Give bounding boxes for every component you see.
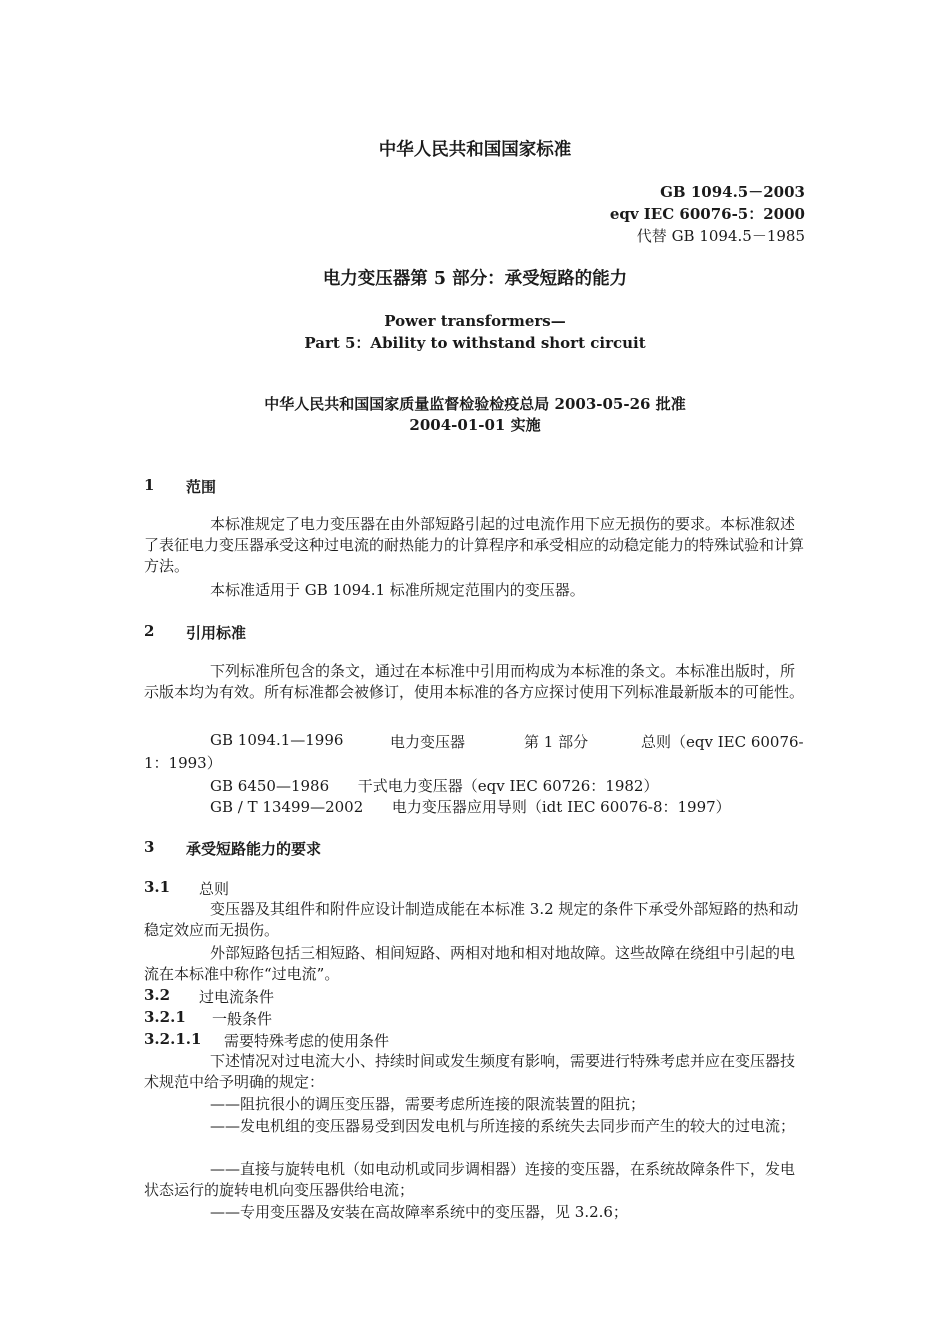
list-item: ——专用变压器及安装在高故障率系统中的变压器，见 3.2.6； [210,1203,628,1221]
subsection-3-2-1-title: 一般条件 [212,1010,273,1028]
section-1-paragraph-2: 本标准适用于 GB 1094.1 标准所规定范围内的变压器。 [210,581,585,599]
section-1-number: 1 [144,476,155,494]
section-1-paragraph-1: 本标准规定了电力变压器在由外部短路引起的过电流作用下应无损伤的要求。本标准叙述了表征电力变压器承受这种过电流的耐热能力的计算程序和承受相应的动稳定能力的特殊试验和计算方法。 [144,515,805,575]
subsection-3-2-1-1-paragraph: 下述情况对过电流大小、持续时间或发生频度有影响，需要进行特殊考虑并应在变压器技术规范中给予明确的规定： [144,1052,796,1091]
document-title-en-line2: Part 5：Ability to withstand short circuit [304,334,646,352]
list-item: ——发电机组的变压器易受到因发电机与所连接的系统失去同步而产生的较大的过电流； [210,1117,796,1135]
subsection-3-2-1-number: 3.2.1 [144,1008,186,1026]
section-2-title: 引用标准 [186,624,247,642]
implementation-date: 2004-01-01 实施 [409,416,541,434]
standard-header-title: 中华人民共和国国家标准 [378,140,572,160]
approval-line: 中华人民共和国国家质量监督检验检疫总局 2003-05-26 批准 [264,395,686,413]
document-title-en-line1: Power transformers— [384,312,566,330]
replaced-standard: 代替 GB 1094.5－1985 [636,227,805,245]
reference-2: GB 6450—1986 干式电力变压器（eqv IEC 60726：1982） [210,777,659,795]
subsection-3-1-paragraph-2: 外部短路包括三相短路、相间短路、两相对地和相对地故障。这些故障在绕组中引起的电流在本标准中称作“过电流”。 [144,944,796,983]
reference-1-description: 总则（eqv IEC 60076- [641,733,804,751]
subsection-3-2-1-1-title: 需要特殊考虑的使用条件 [224,1032,390,1050]
reference-3: GB / T 13499—2002 电力变压器应用导则（idt IEC 60076-8：1997） [210,798,731,816]
section-3-number: 3 [144,838,155,856]
list-item: ——阻抗很小的调压变压器，需要考虑所连接的限流装置的阻抗； [210,1095,646,1113]
section-1-title: 范围 [186,478,217,496]
subsection-3-1-number: 3.1 [144,878,171,896]
subsection-3-1-title: 总则 [199,880,230,898]
section-3-title: 承受短路能力的要求 [186,840,322,858]
reference-1-name: 电力变压器 [390,733,466,751]
reference-1-continuation: 1：1993） [144,754,222,772]
equivalent-standard: eqv IEC 60076-5：2000 [609,205,805,223]
subsection-3-2-title: 过电流条件 [199,988,275,1006]
reference-1-code: GB 1094.1—1996 [210,731,344,749]
subsection-3-1-paragraph-1: 变压器及其组件和附件应设计制造成能在本标准 3.2 规定的条件下承受外部短路的热和动稳定效应而无损伤。 [144,900,799,939]
subsection-3-2-1-1-number: 3.2.1.1 [144,1030,202,1048]
document-title-cn: 电力变压器第 5 部分：承受短路的能力 [322,269,628,289]
section-2-number: 2 [144,622,155,640]
list-item: ——直接与旋转电机（如电动机或同步调相器）连接的变压器，在系统故障条件下，发电状态运行的旋转电机向变压器供给电流； [144,1160,796,1199]
standard-code: GB 1094.5－2003 [660,183,805,201]
reference-1-part: 第 1 部分 [524,733,589,751]
subsection-3-2-number: 3.2 [144,986,171,1004]
section-2-paragraph-1: 下列标准所包含的条文，通过在本标准中引用而构成为本标准的条文。本标准出版时，所示版本均为有效。所有标准都会被修订，使用本标准的各方应探讨使用下列标准最新版本的可能性。 [144,662,805,701]
